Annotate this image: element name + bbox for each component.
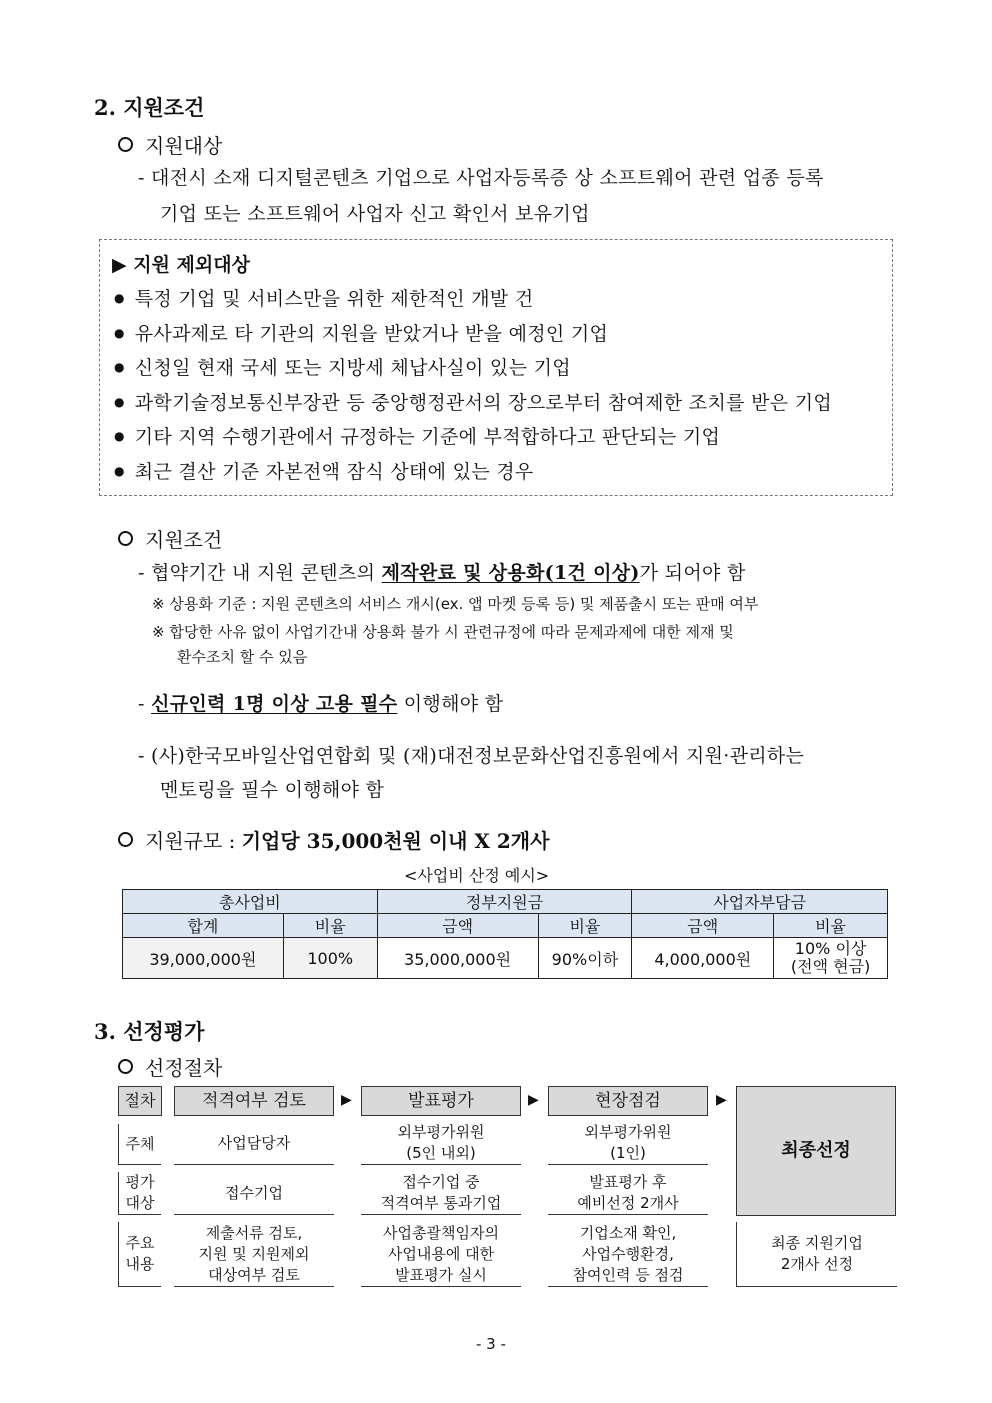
table-cell: 4,000,000원 (632, 938, 774, 979)
arrow-right-icon: ▶ (716, 1092, 727, 1108)
column-header: 금액 (377, 914, 538, 938)
exclusion-title: ▶ 지원 제외대상 (112, 254, 250, 276)
support-target-line: - 대전시 소재 디지털콘텐츠 기업으로 사업자등록증 상 소프트웨어 관련 업종 등록 (138, 167, 824, 189)
condition-hiring: - 신규인력 1명 이상 고용 필수 이행해야 함 (138, 693, 504, 715)
process-heading: 선정절차 (118, 1052, 222, 1081)
step-target: 접수기업 (174, 1172, 334, 1215)
step-content: 기업소재 확인, 사업수행환경, 참여인력 등 점검 (548, 1222, 708, 1287)
column-group-header: 총사업비 (123, 890, 378, 914)
list-item: ● 유사과제로 타 기관의 지원을 받았거나 받을 예정인 기업 (100, 319, 832, 354)
column-group-header: 정부지원금 (377, 890, 632, 914)
condition-commercialization: - 협약기간 내 지원 콘텐츠의 제작완료 및 상용화(1건 이상)가 되어야 함 (138, 562, 746, 584)
scale-heading: 지원규모 : 기업당 35,000천원 이내 X 2개사 (118, 825, 549, 854)
column-header: 비율 (283, 914, 377, 938)
column-header: 비율 (538, 914, 632, 938)
step-subject: 외부평가위원 (1인) (548, 1122, 708, 1165)
list-item: ● 특정 기업 및 서비스만을 위한 제한적인 개발 건 (100, 284, 832, 319)
circle-bullet-icon (118, 137, 133, 152)
circle-bullet-icon (118, 1059, 133, 1074)
support-target-line: 기업 또는 소프트웨어 사업자 신고 확인서 보유기업 (160, 203, 590, 225)
cost-table (122, 889, 888, 979)
conditions-heading: 지원조건 (118, 524, 222, 553)
step-site-inspection: 현장점검 (548, 1086, 708, 1116)
circle-bullet-icon (118, 531, 133, 546)
note: ※ 합당한 사유 없이 사업기간내 상용화 불가 시 관련규정에 따라 문제과제에 대한 제재 및 (152, 623, 734, 641)
step-eligibility-review: 적격여부 검토 (174, 1086, 334, 1116)
column-header: 합계 (123, 914, 284, 938)
column-header: 비율 (774, 914, 888, 938)
list-item: ● 최근 결산 기준 자본전액 잠식 상태에 있는 경우 (100, 457, 832, 492)
condition-mentoring: - (사)한국모바일산업연합회 및 (재)대전정보문화산업진흥원에서 지원·관리하는 (138, 745, 805, 767)
exclusion-list (100, 284, 832, 492)
step-subject: 사업담당자 (174, 1122, 334, 1165)
support-target-heading: 지원대상 (118, 130, 222, 159)
table-cell: 35,000,000원 (377, 938, 538, 979)
note: ※ 상용화 기준 : 지원 콘텐츠의 서비스 개시(ex. 앱 마켓 등록 등) 및 제품출시 또는 판매 여부 (152, 595, 759, 613)
list-item: ● 과학기술정보통신부장관 등 중앙행정관서의 장으로부터 참여제한 조치를 받은 기업 (100, 388, 832, 423)
table-cell: 90%이하 (538, 938, 632, 979)
section-3-title: 3. 선정평가 (94, 1019, 205, 1044)
column-group-header: 사업자부담금 (632, 890, 888, 914)
section-2-title: 2. 지원조건 (94, 95, 205, 120)
step-final-selection: 최종선정 (736, 1086, 896, 1216)
list-item: ● 기타 지역 수행기관에서 규정하는 기준에 부적합하다고 판단되는 기업 (100, 422, 832, 457)
condition-mentoring: 멘토링을 필수 이행해야 함 (160, 779, 385, 801)
step-target: 발표평가 후 예비선정 2개사 (548, 1172, 708, 1215)
page-number: - 3 - (476, 1335, 506, 1353)
exclusion-box (99, 239, 893, 496)
step-subject: 외부평가위원 (5인 내외) (361, 1122, 521, 1165)
arrow-right-icon: ▶ (528, 1092, 539, 1108)
table-cell: 39,000,000원 (123, 938, 284, 979)
table-caption: <사업비 산정 예시> (404, 866, 550, 885)
table-cell: 10% 이상 (전액 현금) (774, 938, 888, 979)
step-content: 최종 지원기업 2개사 선정 (736, 1222, 897, 1287)
step-presentation-eval: 발표평가 (361, 1086, 521, 1116)
step-content: 제출서류 검토, 지원 및 지원제외 대상여부 검토 (174, 1222, 334, 1287)
column-header: 금액 (632, 914, 774, 938)
row-label-content: 주요 내용 (118, 1222, 161, 1287)
table-cell: 100% (283, 938, 377, 979)
circle-bullet-icon (118, 832, 133, 847)
step-target: 접수기업 중 적격여부 통과기업 (361, 1172, 521, 1215)
row-label-target: 평가 대상 (118, 1172, 161, 1215)
note: 환수조치 할 수 있음 (177, 648, 308, 666)
step-content: 사업총괄책임자의 사업내용에 대한 발표평가 실시 (361, 1222, 521, 1287)
arrow-right-icon: ▶ (341, 1092, 352, 1108)
row-label-step: 절차 (118, 1086, 162, 1116)
list-item: ● 신청일 현재 국세 또는 지방세 체납사실이 있는 기업 (100, 353, 832, 388)
row-label-subject: 주체 (118, 1124, 161, 1165)
